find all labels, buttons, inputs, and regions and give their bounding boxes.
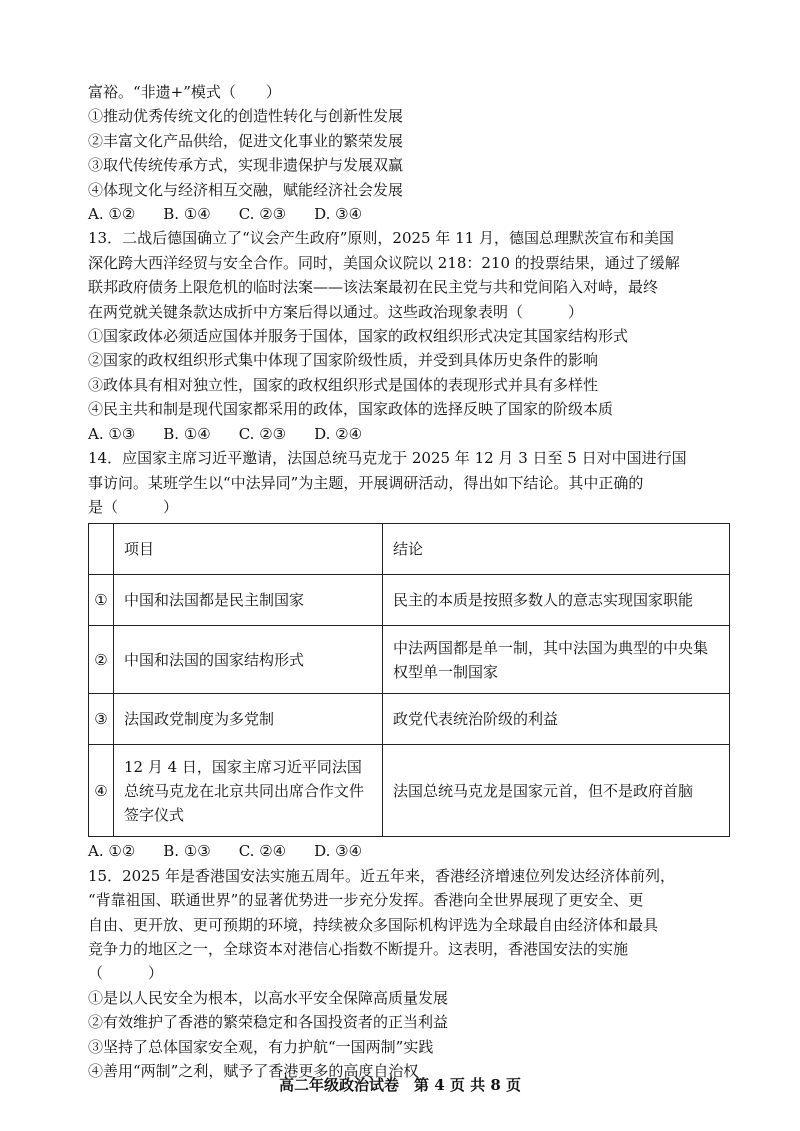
question-13-choices xyxy=(88,422,728,446)
choice-d: D. ③④ xyxy=(314,842,363,861)
question-15-stem-line: （ ） xyxy=(88,964,164,983)
choice-b: B. ①④ xyxy=(163,424,211,443)
choice-a: A. ①② xyxy=(88,205,136,224)
question-12-tail xyxy=(88,80,728,226)
question-12-option-3: ③取代传统传承方式，实现非遗保护与发展双赢 xyxy=(88,156,404,175)
choice-c: C. ②④ xyxy=(238,842,287,861)
choice-a: A. ①② xyxy=(88,842,136,861)
table-cell-num: ③ xyxy=(89,694,114,745)
question-14-choices xyxy=(88,839,728,863)
choice-b: B. ①③ xyxy=(163,842,211,861)
table-cell-conclusion: 民主的本质是按照多数人的意志实现国家职能 xyxy=(383,575,730,626)
table-cell-item: 法国政党制度为多党制 xyxy=(114,694,383,745)
table-cell-conclusion: 中法两国都是单一制，其中法国为典型的中央集权型单一制国家 xyxy=(383,626,730,694)
question-12-choices xyxy=(88,202,728,226)
choice-b: B. ①④ xyxy=(163,205,211,224)
table-header-conclusion: 结论 xyxy=(383,524,730,575)
choice-c: C. ②③ xyxy=(238,424,287,443)
question-15-option-2: ②有效维护了香港的繁荣稳定和各国投资者的正当利益 xyxy=(88,1013,449,1032)
question-13-stem-line: 13．二战后德国确立了“议会产生政府”原则，2025 年 11 月，德国总理默茨宣布和美国 xyxy=(88,229,674,248)
table-header-row xyxy=(89,524,730,575)
table-cell-item: 中国和法国的国家结构形式 xyxy=(114,626,383,694)
question-15 xyxy=(88,864,728,1084)
question-13-stem-line: 在两党就关键条款达成折中方案后得以通过。这些政治现象表明（ ） xyxy=(88,302,584,321)
table-cell-item: 12 月 4 日，国家主席习近平同法国总统马克龙在北京共同出席合作文件签字仪式 xyxy=(114,745,383,837)
table-row xyxy=(89,694,730,745)
table-cell-num: ④ xyxy=(89,745,114,837)
question-14-stem-line: 是（ ） xyxy=(88,497,179,516)
choice-c: C. ②③ xyxy=(238,205,287,224)
question-15-stem-line: “背靠祖国、联通世界”的显著优势进一步充分发挥。香港向全世界展现了更安全、更 xyxy=(88,891,644,910)
question-14 xyxy=(88,446,728,864)
question-14-stem-line: 14．应国家主席习近平邀请，法国总统马克龙于 2025 年 12 月 3 日至 5 日对中国进行国 xyxy=(88,449,687,468)
table-row xyxy=(89,575,730,626)
page-footer: 高二年级政治试卷 第 4 页 共 8 页 xyxy=(279,1076,521,1094)
choice-a: A. ①③ xyxy=(88,424,136,443)
question-13-option-3: ③政体具有相对独立性，国家的政权组织形式是国体的表现形式并具有多样性 xyxy=(88,375,599,394)
table-header-num xyxy=(89,524,114,575)
comparison-table xyxy=(88,523,730,837)
table-row xyxy=(89,745,730,837)
table-row xyxy=(89,626,730,694)
question-13-option-4: ④民主共和制是现代国家都采用的政体，国家政体的选择反映了国家的阶级本质 xyxy=(88,400,614,419)
question-12-stem: 富裕。“非遗+”模式（ ） xyxy=(88,83,281,101)
question-15-option-1: ①是以人民安全为根本，以高水平安全保障高质量发展 xyxy=(88,988,449,1007)
question-15-stem-line: 15．2025 年是香港国安法实施五周年。近五年来，香港经济增速位列发达经济体前列， xyxy=(88,866,676,885)
table-cell-conclusion: 政党代表统治阶级的利益 xyxy=(383,694,730,745)
question-13-option-2: ②国家的政权组织形式集中体现了国家阶级性质，并受到具体历史条件的影响 xyxy=(88,351,599,370)
question-13-stem-line: 联邦政府债务上限危机的临时法案——该法案最初在民主党与共和党间陷入对峙，最终 xyxy=(88,278,659,297)
table-cell-num: ① xyxy=(89,575,114,626)
question-15-option-4: ④善用“两制”之利，赋予了香港更多的高度自治权 xyxy=(88,1061,419,1080)
choice-d: D. ③④ xyxy=(314,205,363,224)
table-header-item: 项目 xyxy=(114,524,383,575)
question-15-option-3: ③坚持了总体国家安全观，有力护航“一国两制”实践 xyxy=(88,1037,434,1056)
question-12-option-1: ①推动优秀传统文化的创造性转化与创新性发展 xyxy=(88,107,404,126)
question-13-option-1: ①国家政体必须适应国体并服务于国体，国家的政权组织形式决定其国家结构形式 xyxy=(88,327,629,346)
table-cell-conclusion: 法国总统马克龙是国家元首，但不是政府首脑 xyxy=(383,745,730,837)
exam-page xyxy=(88,80,728,1083)
question-15-stem-line: 竞争力的地区之一，全球资本对港信心指数不断提升。这表明，香港国安法的实施 xyxy=(88,939,629,958)
question-15-stem-line: 自由、更开放、更可预期的环境，持续被众多国际机构评选为全球最自由经济体和最具 xyxy=(88,915,659,934)
question-12-option-4: ④体现文化与经济相互交融，赋能经济社会发展 xyxy=(88,180,404,199)
question-14-stem-line: 事访问。某班学生以“中法异同”为主题，开展调研活动，得出如下结论。其中正确的 xyxy=(88,473,644,492)
question-13 xyxy=(88,226,728,446)
question-13-stem-line: 深化跨大西洋经贸与安全合作。同时，美国众议院以 218：210 的投票结果，通过了缓解 xyxy=(88,253,680,272)
table-cell-item: 中国和法国都是民主制国家 xyxy=(114,575,383,626)
table-cell-num: ② xyxy=(89,626,114,694)
question-12-option-2: ②丰富文化产品供给，促进文化事业的繁荣发展 xyxy=(88,131,404,150)
choice-d: D. ②④ xyxy=(314,424,363,443)
